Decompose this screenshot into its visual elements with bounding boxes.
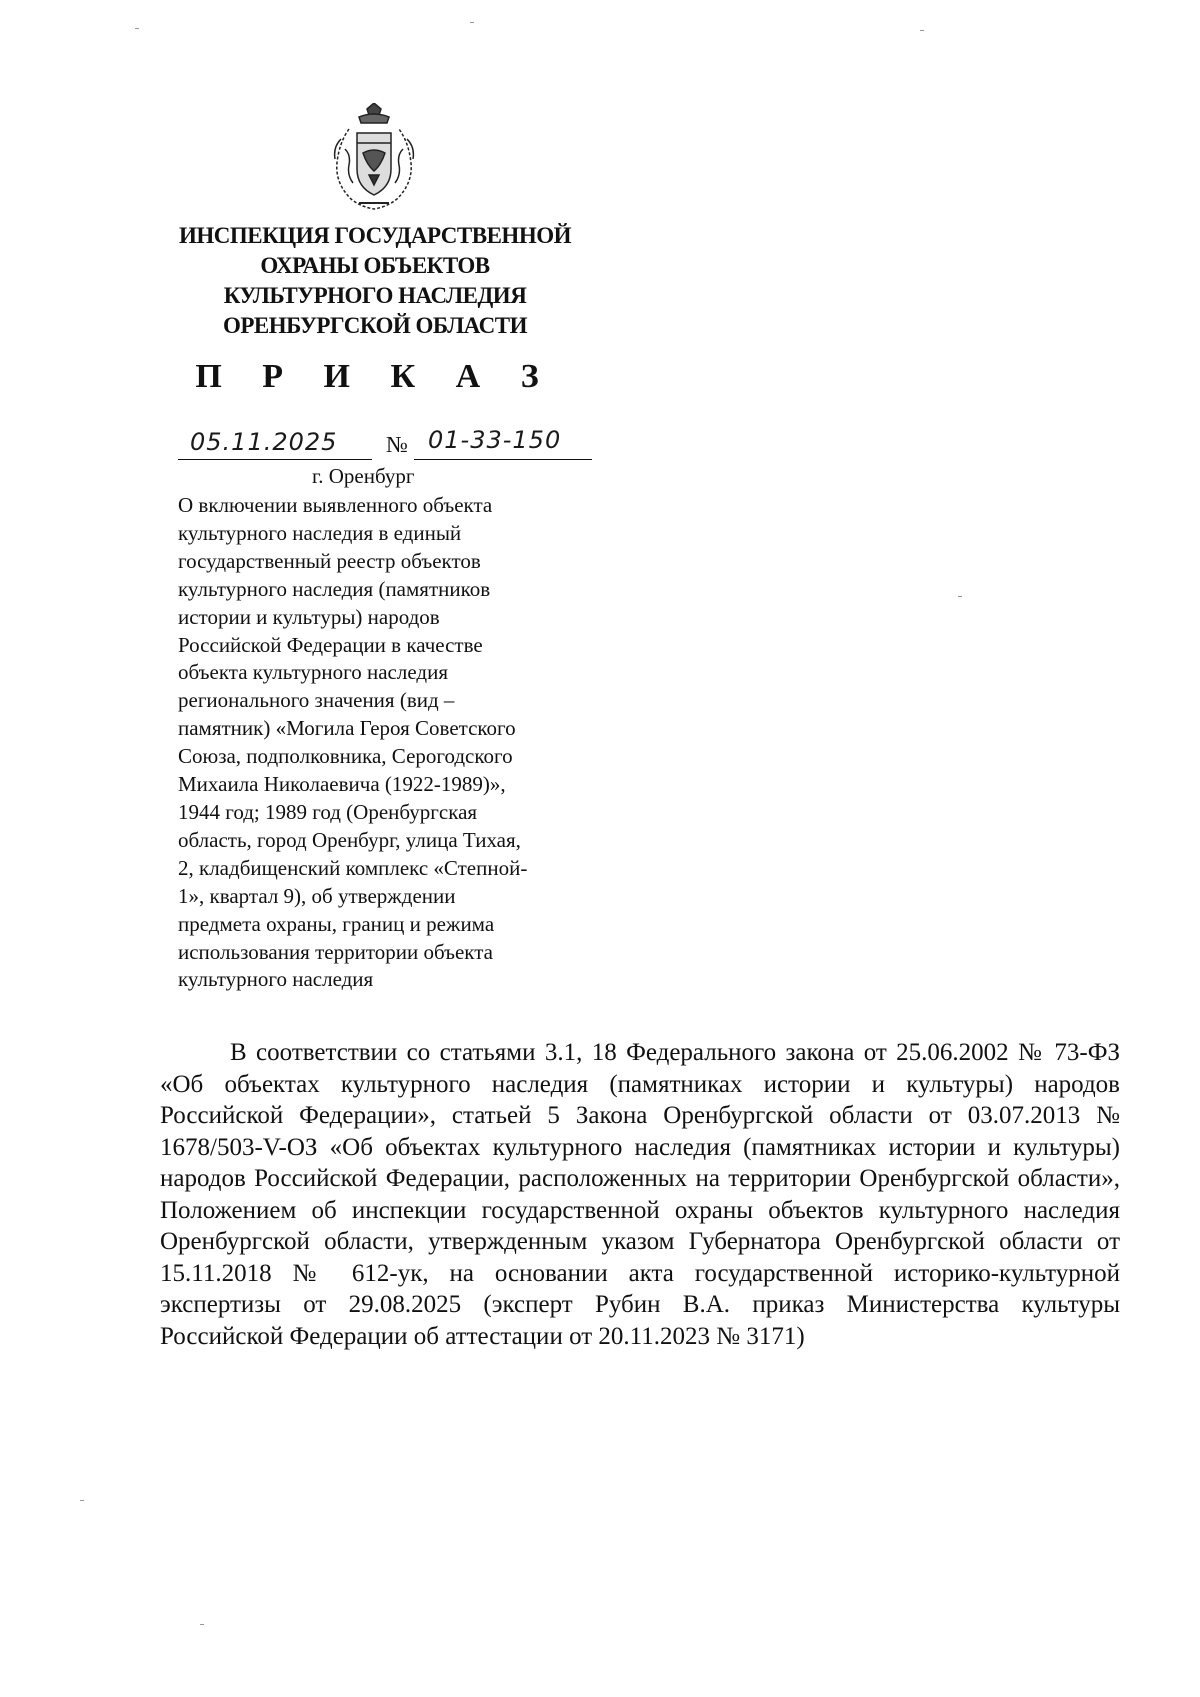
scan-speck bbox=[200, 1624, 204, 1625]
subject-line: Российской Федерации в качестве bbox=[178, 632, 483, 657]
subject-line: регионального значения (вид – bbox=[178, 688, 455, 713]
subject-line: Михаила Николаевича (1922-1989)», bbox=[178, 772, 506, 797]
scan-speck bbox=[920, 30, 924, 31]
org-line: ОХРАНЫ ОБЪЕКТОВ bbox=[260, 253, 490, 278]
date-underline bbox=[178, 459, 372, 460]
subject-line: О включении выявленного объекта bbox=[178, 493, 493, 517]
subject-line: 1944 год; 1989 год (Оренбургская bbox=[178, 799, 478, 824]
number-underline bbox=[414, 459, 592, 460]
subject-line: памятник) «Могила Героя Советского bbox=[178, 716, 516, 741]
body-paragraph: В соответствии со статьями 3.1, 18 Федерального закона от 25.06.2002 № 73-ФЗ «Об объектах культурного наследия (памятниках истории и культуры) народов Российской Федерации», статьей 5 Закона Оренбургской области от 03.07.2013 № 1678/503-V-ОЗ «Об объектах культурного наследия (памятниках истории и культуры) народов Российской Федерации, расположенных на территории Оренбургской области», Положением об инспекции государственной охраны объектов культурного наследия Оренбургской области, утвержденным указом Губернатора Оренбургской области от 15.11.2018 № 612-ук, на основании акта государственной историко-культурной экспертизы от 29.08.2025 (эксперт Рубин В.А. приказ Министерства культуры Российской Федерации об аттестации от 20.11.2023 № 3171) bbox=[160, 1039, 1120, 1350]
coat-of-arms-icon bbox=[329, 103, 419, 213]
scan-speck bbox=[958, 596, 962, 597]
scan-speck bbox=[135, 28, 139, 29]
subject-line: использования территории объекта bbox=[178, 939, 493, 964]
org-line: КУЛЬТУРНОГО НАСЛЕДИЯ bbox=[223, 283, 527, 308]
scan-speck bbox=[470, 22, 474, 23]
organization-name bbox=[150, 221, 600, 341]
subject-line: культурного наследия bbox=[178, 967, 374, 992]
subject-line: культурного наследия (памятников bbox=[178, 576, 491, 601]
subject-line: 2, кладбищенский комплекс «Степной- bbox=[178, 855, 528, 880]
order-subject bbox=[178, 492, 608, 994]
order-title: П Р И К А З bbox=[195, 358, 555, 395]
subject-line: 1», квартал 9), об утверждении bbox=[178, 883, 456, 908]
subject-line: объекта культурного наследия bbox=[178, 660, 448, 685]
org-line: ИНСПЕКЦИЯ ГОСУДАРСТВЕННОЙ bbox=[179, 223, 571, 248]
order-number: 01-33-150 bbox=[428, 426, 562, 454]
number-sign: № bbox=[386, 432, 408, 457]
city: г. Оренбург bbox=[312, 464, 415, 488]
subject-line: истории и культуры) народов bbox=[178, 604, 440, 629]
subject-line: культурного наследия в единый bbox=[178, 520, 462, 545]
subject-line: предмета охраны, границ и режима bbox=[178, 911, 495, 936]
order-date: 05.11.2025 bbox=[190, 428, 338, 456]
subject-line: область, город Оренбург, улица Тихая, bbox=[178, 827, 521, 852]
org-line: ОРЕНБУРГСКОЙ ОБЛАСТИ bbox=[222, 313, 528, 338]
subject-line: государственный реестр объектов bbox=[178, 548, 481, 573]
subject-line: Союза, подполковника, Серогодского bbox=[178, 744, 513, 769]
scan-speck bbox=[80, 1500, 84, 1501]
